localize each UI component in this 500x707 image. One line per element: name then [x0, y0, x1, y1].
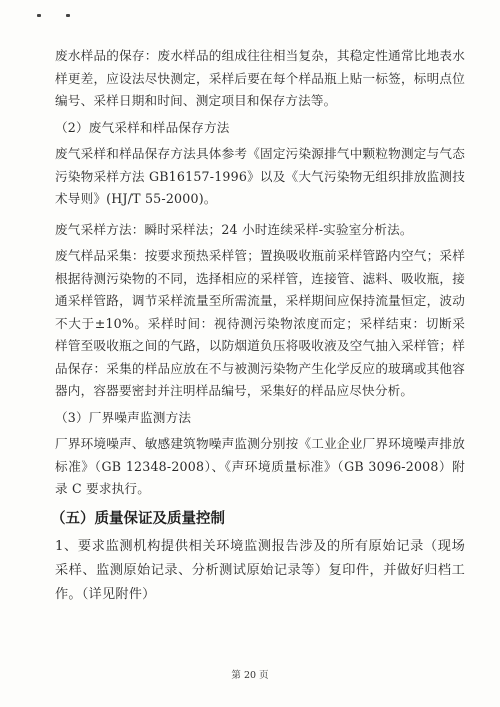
paragraph-exhaust-reference: 废气采样和样品保存方法具体参考《固定污染源排气中颗粒物测定与气态污染物采样方法 GB16157-1996》以及《大气污染物无组织排放监测技术导则》(HJ/T 55-2000)。 [55, 146, 465, 206]
document-body [51, 45, 465, 607]
paragraph-noise-standards: 厂界环境噪声、敏感建筑物噪声监测分别按《工业企业厂界环境噪声排放标准》（GB 12348-2008）、《声环境质量标准》（GB 3096-2008）附录 C 要求执行。 [55, 436, 465, 496]
scan-mark [66, 14, 70, 17]
paragraph-wastewater-storage: 废水样品的保存：废水样品的组成往往相当复杂，其稳定性通常比地表水样更差，应设法尽快测定，采样后要在每个样品瓶上贴一标签，标明点位编号、采样日期和时间、测定项目和保存方法等。 [55, 48, 465, 108]
paragraph-exhaust-collection: 废气样品采集：按要求预热采样管；置换吸收瓶前采样管路内空气；采样根据待测污染物的不同，选择相应的采样管，连接管、滤料、吸收瓶，接通采样管路，调节采样流量至所需流量，采样期间应保持流量恒定，波动不大于±10%。采样时间：视待测污染物浓度而定；采样结束：切断采样管至吸收瓶之间的气路，以防烟道负压将吸收液及空气抽入采样管；样品保存：采集的样品应放在不与被测污染物产生化学反应的玻璃或其他容器内，容器要密封并注明样品编号，采集好的样品应尽快分析。 [55, 248, 465, 398]
paragraph-exhaust-method: 废气采样方法：瞬时采样法；24 小时连续采样-实验室分析法。 [55, 221, 413, 237]
subheading-exhaust-gas: （2）废气采样和样品保存方法 [55, 119, 230, 135]
section-title-quality-control: （五）质量保证及质量控制 [51, 509, 225, 527]
scan-mark [37, 14, 41, 17]
page-number: 第 20 页 [231, 670, 269, 681]
paragraph-quality-records: 1、要求监测机构提供相关环境监测报告涉及的所有原始记录（现场采样、监测原始记录、分析测试原始记录等）复印件，并做好归档工作。（详见附件） [55, 538, 465, 602]
subheading-noise: （3）厂界噪声监测方法 [55, 409, 192, 425]
